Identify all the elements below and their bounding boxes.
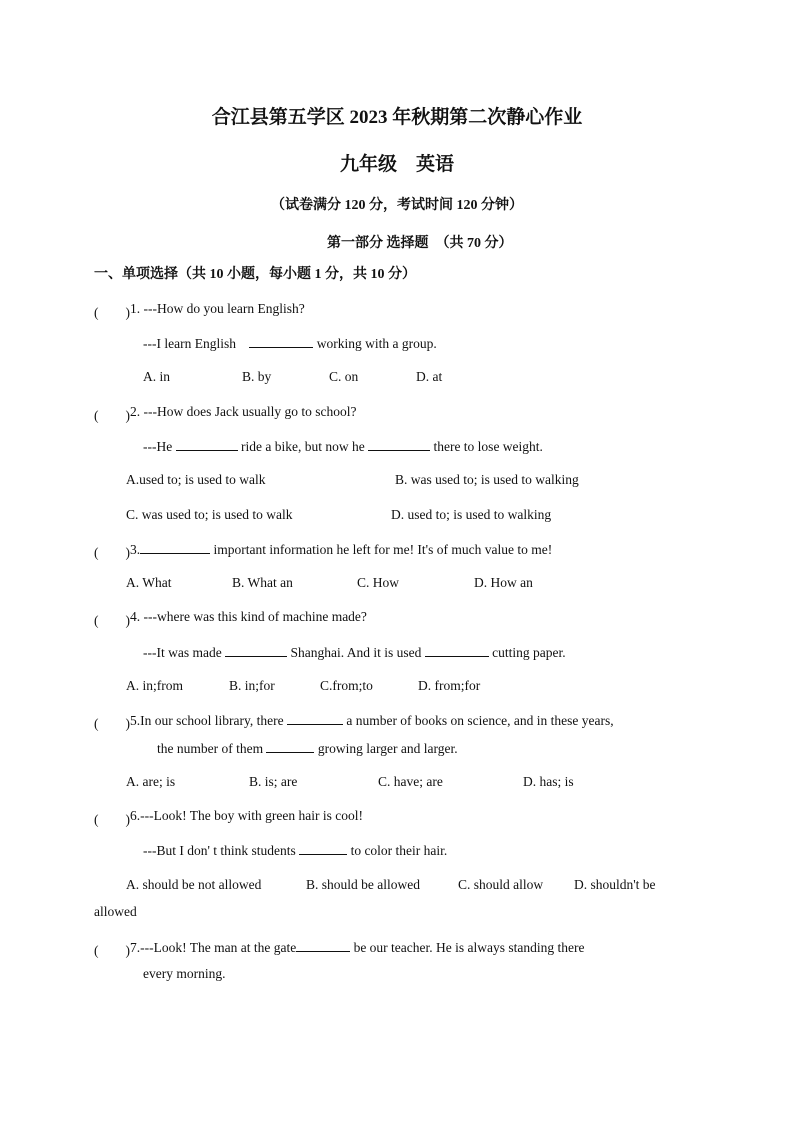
- q4-text-b: Shanghai. And it is used: [287, 645, 425, 660]
- exam-subtitle: 九年级 英语: [339, 154, 454, 175]
- q4-line2: [143, 644, 566, 661]
- q6-stem: 6.---Look! The boy with green hair is cool!: [130, 808, 363, 823]
- q2-blank-2[interactable]: [368, 438, 430, 451]
- q2-option-b[interactable]: B. was used to; is used to walking: [395, 472, 579, 487]
- q2-stem: 2. ---How does Jack usually go to school?: [130, 404, 357, 419]
- q6-option-a[interactable]: A. should be not allowed: [126, 877, 262, 892]
- answer-paren[interactable]: ( ): [94, 545, 130, 560]
- section-heading: 一、单项选择（共 10 小题，每小题 1 分，共 10 分）: [94, 267, 416, 282]
- part-heading: 第一部分 选择题 （共 70 分）: [327, 236, 513, 251]
- q5-stem: [130, 712, 614, 729]
- q2-option-d[interactable]: D. used to; is used to walking: [391, 507, 552, 522]
- q5-option-b[interactable]: B. is; are: [249, 774, 298, 789]
- q3-option-c[interactable]: C. How: [357, 575, 400, 590]
- q6-option-c[interactable]: C. should allow: [458, 877, 544, 892]
- q1-option-b[interactable]: B. by: [242, 369, 272, 384]
- q1-option-c[interactable]: C. on: [329, 369, 359, 384]
- answer-paren[interactable]: ( ): [94, 408, 130, 423]
- q6-option-d-wrap: allowed: [94, 904, 137, 919]
- q2-option-c[interactable]: C. was used to; is used to walk: [126, 507, 293, 522]
- q4-option-d[interactable]: D. from;for: [418, 678, 481, 693]
- q4-text-a: ---It was made: [143, 645, 226, 660]
- q1-text-b: working with a group.: [313, 336, 437, 351]
- answer-paren[interactable]: ( ): [94, 613, 130, 628]
- q5-option-a[interactable]: A. are; is: [126, 774, 176, 789]
- q3-option-b[interactable]: B. What an: [232, 575, 293, 590]
- q1-option-a[interactable]: A. in: [143, 369, 170, 384]
- q7-line2: every morning.: [143, 966, 226, 981]
- exam-title: 合江县第五学区 2023 年秋期第二次静心作业: [211, 107, 583, 128]
- q4-text-c: cutting paper.: [488, 645, 566, 660]
- q1-blank[interactable]: [249, 335, 313, 348]
- q2-option-a[interactable]: A.used to; is used to walk: [126, 472, 266, 487]
- q2-text-b: ride a bike, but now he: [237, 439, 369, 454]
- q5-text-d: growing larger and larger.: [314, 741, 458, 756]
- q4-stem: 4. ---where was this kind of machine made?: [130, 609, 367, 624]
- q1-stem: 1. ---How do you learn English?: [130, 301, 305, 316]
- q5-text-c: the number of them: [157, 741, 267, 756]
- q5-option-c[interactable]: C. have; are: [378, 774, 443, 789]
- q1-line2: [143, 335, 437, 352]
- q7-text-a: 7.---Look! The man at the gate: [130, 940, 297, 955]
- q2-blank-1[interactable]: [176, 438, 238, 451]
- q2-text-c: there to lose weight.: [430, 439, 543, 454]
- q3-blank[interactable]: [140, 541, 210, 554]
- q2-text-a: ---He: [143, 439, 176, 454]
- q6-option-b[interactable]: B. should be allowed: [306, 877, 420, 892]
- exam-note: （试卷满分 120 分，考试时间 120 分钟）: [271, 198, 523, 213]
- q5-blank-1[interactable]: [287, 712, 343, 725]
- q6-blank[interactable]: [299, 842, 347, 855]
- q1-option-d[interactable]: D. at: [416, 369, 443, 384]
- q5-line2: [157, 740, 458, 757]
- answer-paren[interactable]: ( ): [94, 305, 130, 320]
- answer-paren[interactable]: ( ): [94, 812, 130, 827]
- q4-blank-2[interactable]: [425, 644, 489, 657]
- q3-option-a[interactable]: A. What: [126, 575, 172, 590]
- q1-text-a: ---I learn English: [143, 336, 240, 351]
- q5-blank-2[interactable]: [266, 740, 314, 753]
- q5-option-d[interactable]: D. has; is: [523, 774, 574, 789]
- q3-option-d[interactable]: D. How an: [474, 575, 533, 590]
- q5-text-b: a number of books on science, and in these years,: [342, 713, 614, 728]
- q4-option-a[interactable]: A. in;from: [126, 678, 183, 693]
- q4-blank-1[interactable]: [225, 644, 287, 657]
- q3-stem: [130, 541, 552, 558]
- q3-text-b: important information he left for me! It's of much value to me!: [210, 542, 553, 557]
- answer-paren[interactable]: ( ): [94, 716, 130, 731]
- answer-paren[interactable]: ( ): [94, 943, 130, 958]
- q5-text-a: 5.In our school library, there: [130, 713, 287, 728]
- q6-text-a: ---But I don' t think students: [143, 843, 300, 858]
- q6-option-d[interactable]: D. shouldn't be: [574, 877, 656, 892]
- q7-text-b: be our teacher. He is always standing there: [350, 940, 585, 955]
- q2-line2: [143, 438, 543, 455]
- q4-option-b[interactable]: B. in;for: [229, 678, 275, 693]
- q7-blank[interactable]: [296, 939, 350, 952]
- q6-text-b: to color their hair.: [347, 843, 448, 858]
- q7-stem: [130, 939, 584, 956]
- q6-line2: [143, 842, 447, 859]
- q4-option-c[interactable]: C.from;to: [320, 678, 373, 693]
- q3-text-a: 3.: [130, 542, 141, 557]
